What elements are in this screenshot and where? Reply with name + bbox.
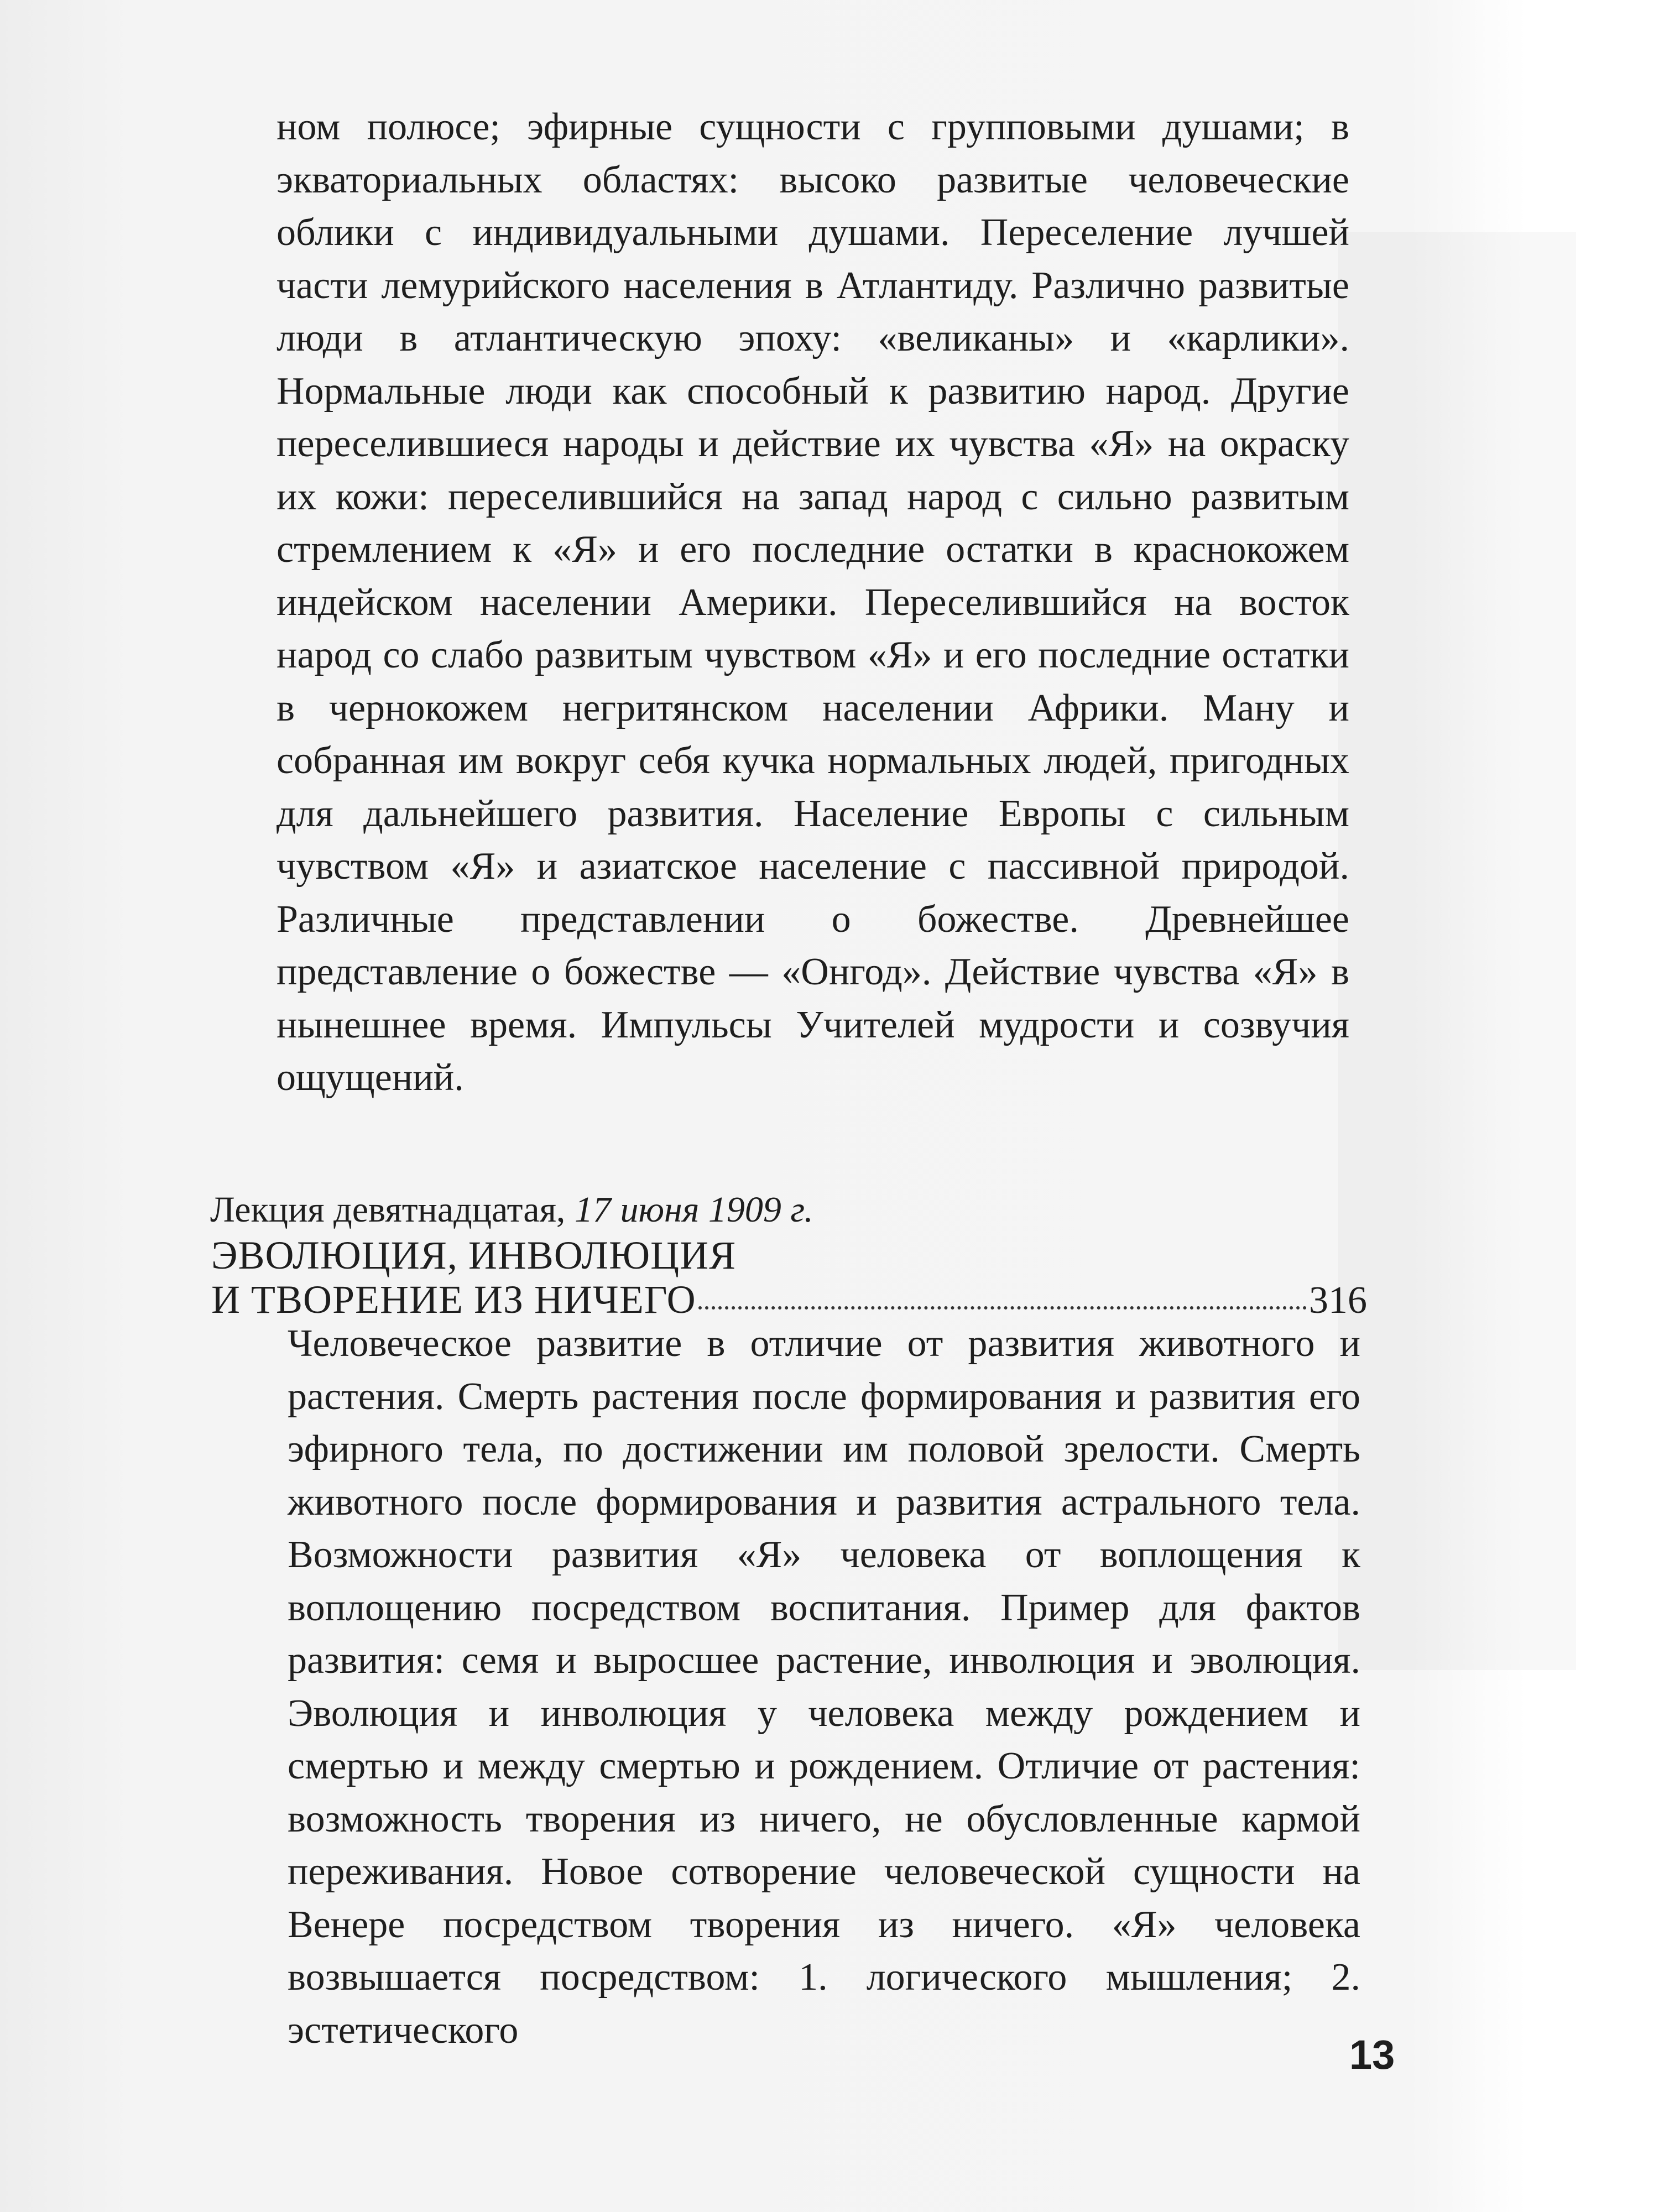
lecture-title-line-1: ЭВОЛЮЦИЯ, ИНВОЛЮЦИЯ <box>211 1233 737 1277</box>
summary-paragraph-1: ном полюсе; эфирные сущности с групповыми душами; в экваториальных областях: высоко развитые человеческие облики с индивидуальными душами. Переселение лучшей части лемурийского населения в Атлантиду. Различно развитые люди в атлантическую эпоху: «великаны» и «карлики». Нормальные люди как способный к развитию народ. Другие переселившиеся народы и действие их чувства «Я» на окраску их кожи: переселившийся на запад народ с сильно развитым стремлением к «Я» и его последние остатки в краснокожем индейском населении Америки. Переселившийся на восток народ со слабо развитым чувством «Я» и его последние остатки в чернокожем негритянском населении Африки. Ману и собранная им вокруг себя кучка нормальных людей, пригодных для дальнейшего развития. Население Европы с сильным чувством «Я» и азиатское население с пассивной природой. Различные представлении о божестве. Древнейшее представление о божестве — «Онгод». Действие чувства «Я» в нынешнее время. Импульсы Учителей мудрости и созвучия ощущений. <box>276 106 1349 1099</box>
lecture-date: 17 июня 1909 г. <box>574 1190 813 1230</box>
dot-leader <box>698 1306 1307 1310</box>
page-number: 13 <box>1349 2032 1395 2078</box>
lecture-label: Лекция девятнадцатая, <box>210 1190 566 1230</box>
lecture-header <box>210 1188 813 1232</box>
summary-paragraph-2: Человеческое развитие в отличие от развития животного и растения. Смерть растения после формирования и развития его эфирного тела, по достижении им половой зрелости. Смерть животного после формирования и развития астрального тела. Возможности развития «Я» человека от воплощения к воплощению посредством воспитания. Пример для фактов развития: семя и выросшее растение, инволюция и эволюция. Эволюция и инволюция у человека между рождением и смертью и между смертью и рождением. Отличие от растения: возможность творения из ничего, не обусловленные кармой переживания. Новое сотворение человеческой сущности на Венере посредством творения из ничего. «Я» человека возвышается посредством: 1. логического мышления; 2. эстетического <box>288 1322 1360 2052</box>
toc-page-reference: 316 <box>1309 1279 1367 1322</box>
lecture-title-line-2: И ТВОРЕНИЕ ИЗ НИЧЕГО <box>211 1277 696 1322</box>
bleed-through-shadow <box>1338 232 1576 1670</box>
lecture-title-row <box>211 1277 1367 1323</box>
